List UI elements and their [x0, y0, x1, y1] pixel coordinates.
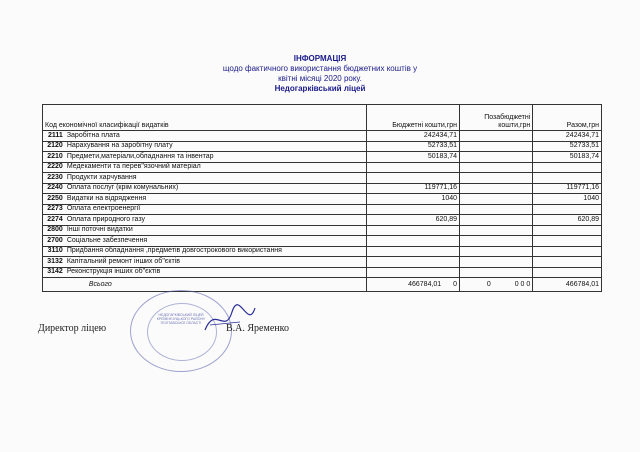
row-budget: 52733,51 [367, 141, 460, 152]
row-name: Медекаменти та перев"язочний матеріал [65, 162, 367, 173]
row-code: 3110 [43, 246, 65, 257]
col-header-budget: Бюджетні кошти,грн [367, 105, 460, 131]
table-row [43, 152, 602, 163]
table-row [43, 162, 602, 173]
row-total: 119771,16 [533, 183, 602, 194]
row-total [533, 173, 602, 184]
handwritten-signature [200, 300, 260, 340]
doc-title: ІНФОРМАЦІЯ [293, 54, 347, 63]
row-total [533, 236, 602, 247]
col-header-code-name: Код економічної класифікації видатків [43, 105, 367, 131]
table-row [43, 173, 602, 184]
row-name: Придбання обладнання ,предметів довгострокового використання [65, 246, 367, 257]
row-name: Оплата електроенергії [65, 204, 367, 215]
row-budget: 620,89 [367, 215, 460, 226]
row-extra [460, 162, 533, 173]
table-row [43, 194, 602, 205]
row-name: Видатки на відрядження [65, 194, 367, 205]
expenses-table [42, 104, 602, 292]
row-budget [367, 225, 460, 236]
table-row [43, 215, 602, 226]
row-budget [367, 246, 460, 257]
row-name: Капітальний ремонт інших об"єктів [65, 257, 367, 268]
row-code: 2700 [43, 236, 65, 247]
row-code: 3142 [43, 267, 65, 278]
row-total: 52733,51 [533, 141, 602, 152]
table-row [43, 246, 602, 257]
row-budget: 242434,71 [367, 131, 460, 142]
row-extra [460, 257, 533, 268]
document-header [170, 54, 470, 94]
row-extra [460, 267, 533, 278]
stamp-text: НЕДОГАРКІВСЬКИЙ ЛІЦЕЙ КРЕМЕНЧУЦЬКОГО РАЙОНУ ПОЛТАВСЬКОЇ ОБЛАСТІ [156, 313, 206, 325]
row-total: 242434,71 [533, 131, 602, 142]
row-total [533, 162, 602, 173]
row-budget: 50183,74 [367, 152, 460, 163]
total-zero-b: 0 [486, 280, 491, 288]
table-row [43, 236, 602, 247]
doc-period: квітні місяці 2020 року. [278, 74, 362, 83]
table-row [43, 225, 602, 236]
row-total [533, 246, 602, 257]
row-name: Соціальне забезпечення [65, 236, 367, 247]
row-name: Інші поточні видатки [65, 225, 367, 236]
table-row [43, 204, 602, 215]
row-total [533, 267, 602, 278]
row-extra [460, 236, 533, 247]
row-name: Продукти харчування [65, 173, 367, 184]
row-extra [460, 246, 533, 257]
total-extra [460, 278, 533, 292]
row-total: 620,89 [533, 215, 602, 226]
row-code: 2240 [43, 183, 65, 194]
row-budget [367, 162, 460, 173]
col-header-total: Разом,грн [533, 105, 602, 131]
total-row [43, 278, 602, 292]
row-code: 2250 [43, 194, 65, 205]
row-extra [460, 215, 533, 226]
row-code: 2230 [43, 173, 65, 184]
doc-subtitle: щодо фактичного використання бюджетних коштів у [222, 64, 418, 73]
row-name: Реконструкція інших об"єктів [65, 267, 367, 278]
row-total: 1040 [533, 194, 602, 205]
row-code: 2220 [43, 162, 65, 173]
row-extra [460, 173, 533, 184]
row-name: Нарахування на заробітну плату [65, 141, 367, 152]
row-code: 2800 [43, 225, 65, 236]
row-extra [460, 225, 533, 236]
row-extra [460, 204, 533, 215]
row-total: 50183,74 [533, 152, 602, 163]
row-budget: 119771,16 [367, 183, 460, 194]
row-budget [367, 236, 460, 247]
row-budget: 1040 [367, 194, 460, 205]
total-label: Всього [65, 278, 367, 292]
row-name: Оплата природного газу [65, 215, 367, 226]
table-header-row [43, 105, 602, 131]
signature-position: Директор ліцею [38, 323, 107, 334]
row-budget [367, 173, 460, 184]
row-name: Предмети,матеріали,обладнання та інвентар [65, 152, 367, 163]
row-extra [460, 152, 533, 163]
total-sum: 466784,01 [533, 278, 602, 292]
row-total [533, 204, 602, 215]
row-extra [460, 194, 533, 205]
row-name: Оплата послуг (крім комунальних) [65, 183, 367, 194]
row-extra [460, 131, 533, 142]
total-budget [367, 278, 460, 292]
row-code: 2210 [43, 152, 65, 163]
row-budget [367, 257, 460, 268]
row-total [533, 257, 602, 268]
row-code: 2111 [43, 131, 65, 142]
row-total [533, 225, 602, 236]
row-extra [460, 183, 533, 194]
total-budget-value: 466784,01 [408, 280, 442, 288]
row-extra [460, 141, 533, 152]
table-row [43, 183, 602, 194]
table-row [43, 267, 602, 278]
row-budget [367, 204, 460, 215]
row-code: 3132 [43, 257, 65, 268]
table-row [43, 257, 602, 268]
total-zeros: 0 0 0 [514, 280, 531, 288]
row-name: Заробітна плата [65, 131, 367, 142]
total-zero-a: 0 [453, 280, 458, 288]
col-header-extra: Позабюджетні кошти,грн [460, 105, 533, 131]
table-row [43, 131, 602, 142]
row-budget [367, 267, 460, 278]
row-code: 2274 [43, 215, 65, 226]
row-code: 2273 [43, 204, 65, 215]
signature-name: В.А. Яременко [226, 323, 289, 334]
institution-name: Недогарківський ліцей [274, 84, 366, 93]
table-row [43, 141, 602, 152]
row-code: 2120 [43, 141, 65, 152]
